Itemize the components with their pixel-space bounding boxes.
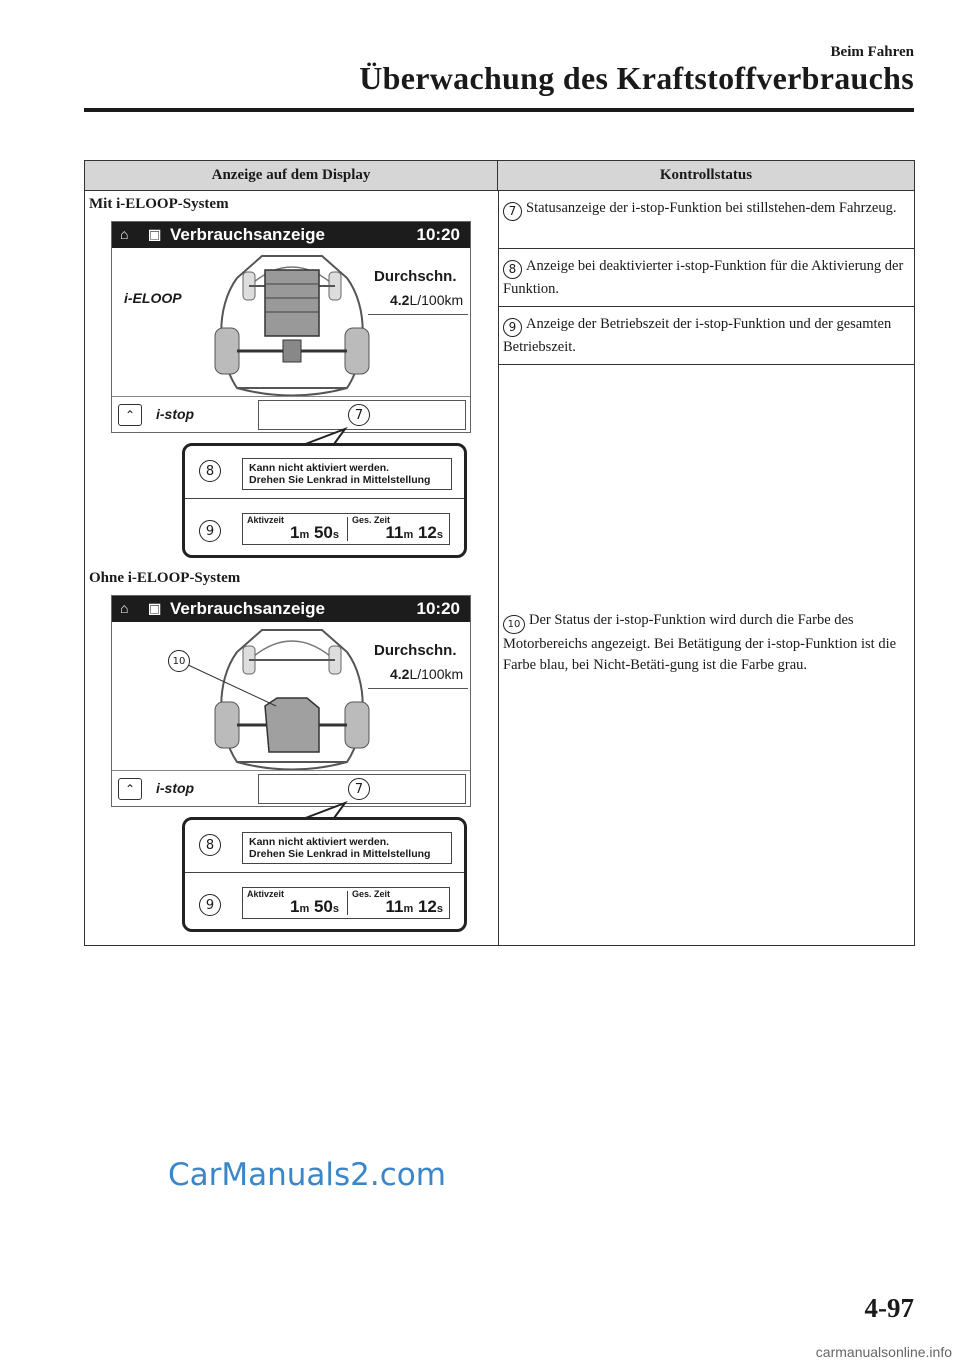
display-icon: ▣ bbox=[148, 600, 162, 616]
popup-message-line1: Kann nicht aktiviert werden. bbox=[249, 462, 390, 474]
status-text: Anzeige bei deaktivierter i-stop-Funktion für die Aktivierung der Funktion. bbox=[503, 258, 904, 297]
total-time-label: Ges. Zeit bbox=[352, 515, 391, 525]
watermark: CarManuals2.com bbox=[168, 1157, 446, 1193]
header-rule bbox=[84, 108, 914, 112]
status-row-7 bbox=[503, 198, 911, 221]
popup-message-line2: Drehen Sie Lenkrad in Mittelstellung bbox=[249, 848, 431, 860]
active-time-value: 1m 50s bbox=[289, 897, 339, 916]
callout-9: 9 bbox=[199, 520, 221, 542]
chevron-up-icon: ⌃ bbox=[124, 781, 136, 796]
callout-9: 9 bbox=[199, 894, 221, 916]
screen-title: Verbrauchsanzeige bbox=[170, 599, 325, 618]
screen-header bbox=[112, 222, 470, 248]
popup-message bbox=[242, 458, 452, 490]
istop-button[interactable] bbox=[118, 778, 142, 800]
total-time bbox=[348, 888, 451, 918]
status-row-10 bbox=[503, 610, 911, 676]
total-time-value: 11m 12s bbox=[385, 897, 443, 916]
display-screen-eloop bbox=[111, 221, 471, 433]
popup-times bbox=[242, 887, 450, 919]
status-row-8 bbox=[503, 256, 911, 300]
display-screen-standard bbox=[111, 595, 471, 807]
popup-message-line2: Drehen Sie Lenkrad in Mittelstellung bbox=[249, 474, 431, 486]
istop-popup-eloop bbox=[182, 443, 467, 558]
active-time-value: 1m 50s bbox=[289, 523, 339, 542]
status-row-9 bbox=[503, 314, 911, 358]
status-table bbox=[84, 160, 915, 946]
total-time-value: 11m 12s bbox=[385, 523, 443, 542]
car-illustration bbox=[207, 248, 377, 396]
screen-header bbox=[112, 596, 470, 622]
screen-title: Verbrauchsanzeige bbox=[170, 225, 325, 244]
callout-number: 8 bbox=[503, 260, 522, 279]
popup-times bbox=[242, 513, 450, 545]
footer-watermark: carmanualsonline.info bbox=[815, 1344, 952, 1360]
total-time bbox=[348, 514, 451, 544]
divider bbox=[112, 770, 470, 771]
section-title: Beim Fahren bbox=[830, 44, 914, 60]
home-icon: ⌂ bbox=[120, 600, 129, 616]
total-time-label: Ges. Zeit bbox=[352, 889, 391, 899]
istop-popup-standard bbox=[182, 817, 467, 932]
screen-time: 10:20 bbox=[416, 225, 460, 244]
display-icon: ▣ bbox=[148, 226, 162, 242]
average-label: Durchschn. bbox=[374, 642, 457, 659]
row-divider bbox=[498, 306, 914, 307]
popup-divider bbox=[185, 872, 464, 873]
column-divider bbox=[498, 191, 499, 945]
divider bbox=[368, 688, 468, 689]
label-without-eloop: Ohne i-ELOOP-System bbox=[89, 570, 241, 586]
popup-divider bbox=[185, 498, 464, 499]
callout-number: 10 bbox=[503, 615, 525, 634]
divider bbox=[112, 396, 470, 397]
status-text: Anzeige der Betriebszeit der i-stop-Funktion und der gesamten Betriebszeit. bbox=[503, 316, 892, 355]
page-number: 4-97 bbox=[864, 1293, 914, 1323]
divider bbox=[368, 314, 468, 315]
eloop-label: i-ELOOP bbox=[124, 290, 182, 306]
average-value: 4.2L/100km bbox=[390, 292, 464, 308]
istop-label: i-stop bbox=[156, 406, 195, 422]
istop-label: i-stop bbox=[156, 780, 195, 796]
callout-7: 7 bbox=[348, 404, 370, 426]
row-divider bbox=[498, 364, 914, 365]
popup-message-line1: Kann nicht aktiviert werden. bbox=[249, 836, 390, 848]
page-title: Überwachung des Kraftstoffverbrauchs bbox=[359, 60, 914, 96]
popup-message bbox=[242, 832, 452, 864]
home-icon: ⌂ bbox=[120, 226, 129, 242]
screen-time: 10:20 bbox=[416, 599, 460, 618]
active-time-label: Aktivzeit bbox=[247, 515, 285, 525]
status-text: Statusanzeige der i-stop-Funktion bei stillstehen-dem Fahrzeug. bbox=[526, 200, 897, 216]
istop-button[interactable] bbox=[118, 404, 142, 426]
active-time bbox=[243, 888, 347, 918]
column-header-status: Kontrollstatus bbox=[498, 161, 914, 191]
callout-7: 7 bbox=[348, 778, 370, 800]
label-with-eloop: Mit i-ELOOP-System bbox=[89, 196, 229, 212]
active-time bbox=[243, 514, 347, 544]
active-time-label: Aktivzeit bbox=[247, 889, 285, 899]
average-value: 4.2L/100km bbox=[390, 666, 464, 682]
average-label: Durchschn. bbox=[374, 268, 457, 285]
callout-10: 10 bbox=[168, 650, 190, 672]
callout-8: 8 bbox=[199, 834, 221, 856]
status-text: Der Status der i-stop-Funktion wird durch die Farbe des Motorbereichs angezeigt. Bei Betätigung der i-stop-Funktion ist die Farbe blau, bei Nicht-Betäti-gung ist die Farbe grau. bbox=[503, 612, 897, 673]
callout-8: 8 bbox=[199, 460, 221, 482]
callout-number: 7 bbox=[503, 202, 522, 221]
callout-number: 9 bbox=[503, 318, 522, 337]
row-divider bbox=[498, 248, 914, 249]
chevron-up-icon: ⌃ bbox=[124, 407, 136, 422]
column-header-display: Anzeige auf dem Display bbox=[85, 161, 498, 191]
